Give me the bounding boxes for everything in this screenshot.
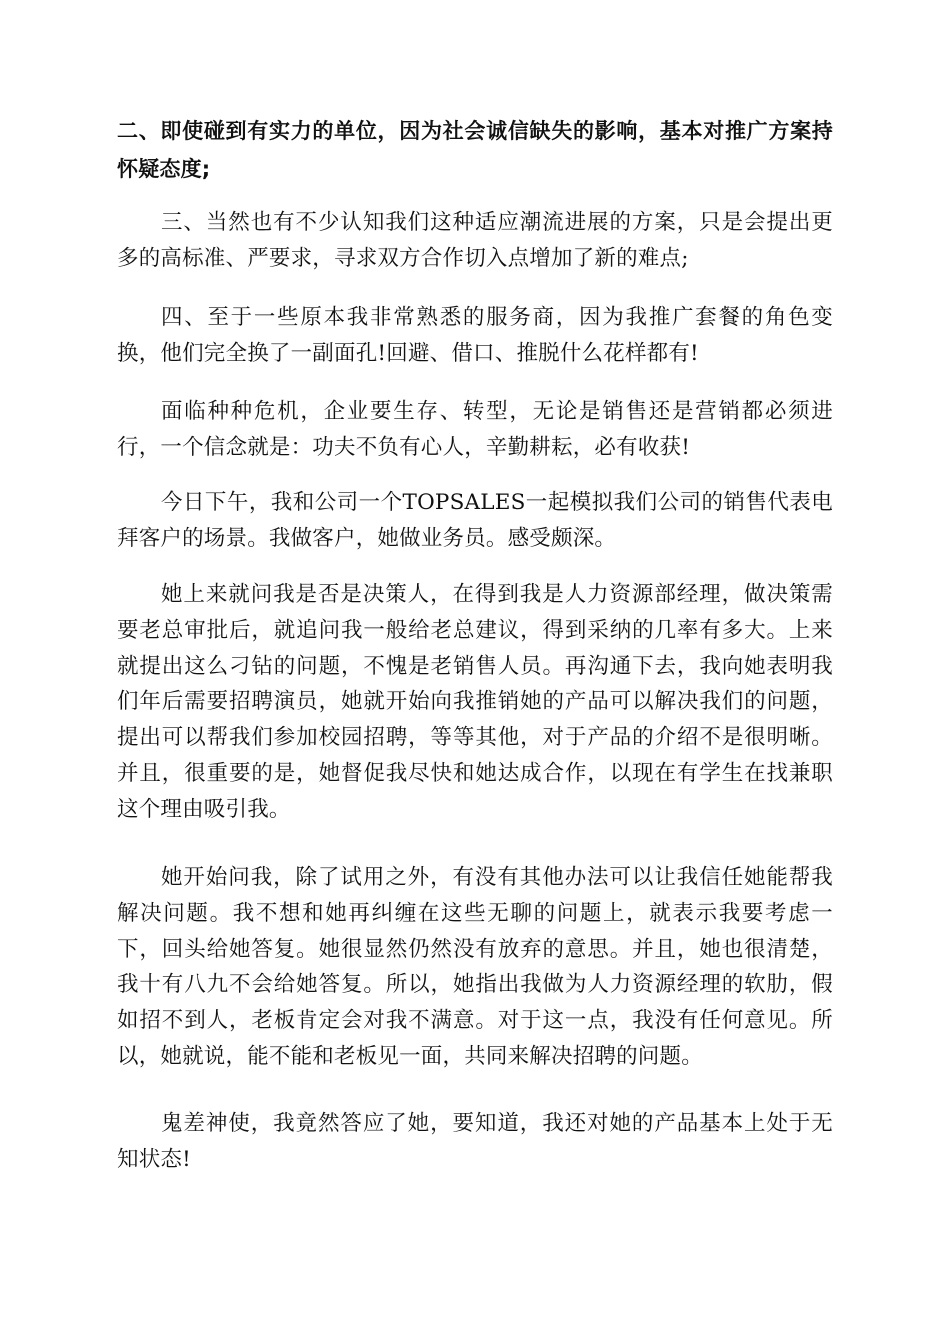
body-paragraph: 四、至于一些原本我非常熟悉的服务商，因为我推广套餐的角色变换，他们完全换了一副面孔!回避、借口、推脱什么花样都有! [117, 305, 833, 366]
body-paragraph: 面临种种危机，企业要生存、转型，无论是销售还是营销都必须进行，一个信念就是：功夫不负有心人，辛勤耕耘，必有收获! [117, 399, 833, 460]
body-paragraph: 三、当然也有不少认知我们这种适应潮流进展的方案，只是会提出更多的高标准、严要求，寻求双方合作切入点增加了新的难点; [117, 210, 833, 271]
heading-paragraph: 二、即使碰到有实力的单位，因为社会诚信缺失的影响，基本对推广方案持怀疑态度; [117, 119, 833, 181]
body-paragraph: 她上来就问我是否是决策人，在得到我是人力资源部经理，做决策需要老总审批后，就追问我一般给老总建议，得到采纳的几率有多大。上来就提出这么刁钻的问题，不愧是老销售人员。再沟通下去，我向她表明我们年后需要招聘演员，她就开始向我推销她的产品可以解决我们的问题，提出可以帮我们参加校园招聘，等等其他，对于产品的介绍不是很明晰。并且，很重要的是，她督促我尽快和她达成合作，以现在有学生在找兼职这个理由吸引我。 [117, 582, 833, 822]
body-paragraph: 鬼差神使，我竟然答应了她，要知道，我还对她的产品基本上处于无知状态! [117, 1111, 833, 1172]
body-paragraph: 她开始问我，除了试用之外，有没有其他办法可以让我信任她能帮我解决问题。我不想和她再纠缠在这些无聊的问题上，就表示我要考虑一下，回头给她答复。她很显然仍然没有放弃的意思。并且，她也很清楚，我十有八九不会给她答复。所以，她指出我做为人力资源经理的软肋，假如招不到人，老板肯定会对我不满意。对于这一点，我没有任何意见。所以，她就说，能不能和老板见一面，共同来解决招聘的问题。 [117, 865, 833, 1069]
body-paragraph: 今日下午，我和公司一个TOPSALES一起模拟我们公司的销售代表电拜客户的场景。我做客户，她做业务员。感受颇深。 [117, 490, 833, 551]
